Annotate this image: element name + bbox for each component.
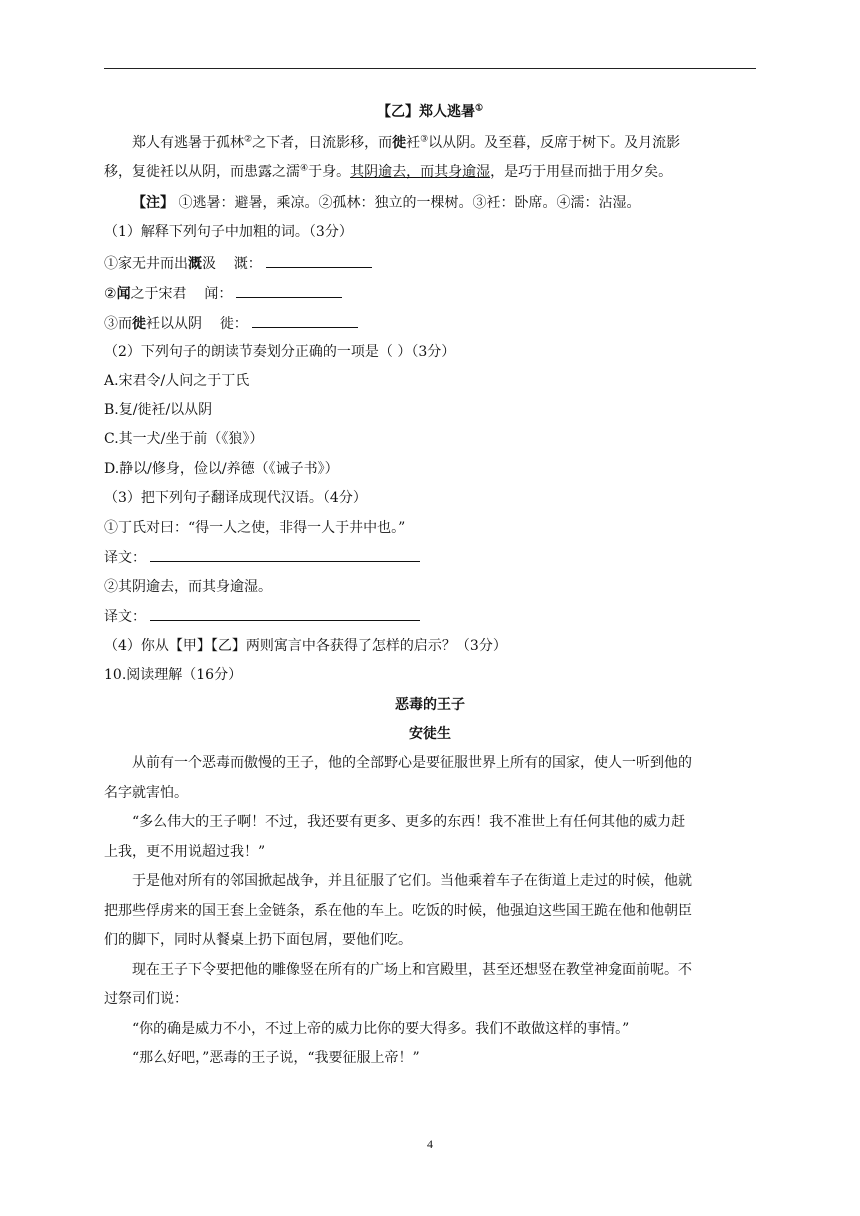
question-3: （3）把下列句子翻译成现代汉语。（4分） [104, 490, 367, 506]
option-c: C.其一犬/坐于前（《狼》） [104, 431, 264, 447]
page-number: 4 [427, 1137, 433, 1151]
story-author: 安徒生 [409, 726, 451, 742]
underlined-sentence: 其阴逾去，而其身逾湿 [350, 164, 491, 180]
question-2: （2）下列句子的朗读节奏划分正确的一项是（ ）（3分） [104, 344, 456, 360]
question-4: （4）你从【甲】【乙】两则寓言中各获得了怎样的启示？（3分） [104, 638, 507, 654]
passage-yi-line-2: 移，复徙衽以从阴，而患露之濡④于身。其阴逾去，而其身逾湿，是巧于用昼而拙于用夕矣。 [104, 163, 673, 180]
footnote-mark: ① [474, 103, 484, 114]
option-d: D.静以/修身，俭以/养德（《诫子书》） [104, 461, 339, 477]
passage-yi-title [104, 102, 756, 122]
story-p2-line-1: “多么伟大的王子啊！不过，我还要有更多、更多的东西！我不准世上有任何其他的威力赶 [132, 814, 686, 830]
translation-line-2: 译文： [104, 606, 756, 627]
story-p1-line-2: 名字就害怕。 [104, 785, 188, 801]
question-3a: ①丁氏对曰：“得一人之使，非得一人于井中也。” [104, 520, 406, 536]
story-p4-line-2: 过祭司们说： [104, 991, 188, 1007]
question-1: （1）解释下列句子中加粗的词。（3分） [104, 224, 353, 240]
header-rule [104, 68, 756, 69]
story-p5: “你的确是威力不小，不过上帝的威力比你的要大得多。我们不敢做这样的事情。” [132, 1021, 630, 1037]
answer-blank[interactable] [266, 253, 372, 268]
story-p4-line-1: 现在王子下令要把他的雕像竖在所有的广场上和宫殿里，甚至还想竖在教堂神龛面前呢。不 [132, 962, 692, 978]
question-10: 10.阅读理解（16分） [104, 667, 243, 683]
story-p2-line-2: 上我，更不用说超过我！” [104, 844, 266, 860]
answer-blank[interactable] [150, 606, 420, 621]
story-p1-line-1: 从前有一个恶毒而傲慢的王子，他的全部野心是要征服世界上所有的国家，使人一听到他的 [132, 755, 692, 771]
bold-word: 徙 [392, 135, 407, 151]
story-p3-line-3: 们的脚下，同时从餐桌上扔下面包屑，要他们吃。 [104, 932, 412, 948]
passage-yi-line-1: 郑人有逃暑于孤林②之下者，日流影移，而徙衽③以从阴。及至暮，反席于树下。及月流影 [132, 134, 681, 151]
answer-blank[interactable] [236, 283, 342, 298]
question-1c: ③而徙衽以从阴 徙： [104, 313, 756, 334]
question-1a: ①家无井而出溉汲 溉： [104, 253, 756, 274]
translation-line-1: 译文： [104, 547, 756, 568]
option-a: A.宋君令/人问之于丁氏 [104, 373, 250, 389]
question-3b: ②其阴逾去，而其身逾湿。 [104, 579, 272, 595]
title-text: 【乙】郑人逃暑 [376, 104, 475, 120]
story-p3-line-2: 把那些俘虏来的国王套上金链条，系在他的车上。吃饭的时候，他强迫这些国王跪在他和他朝臣 [104, 903, 692, 919]
option-b: B.复/徙衽/以从阴 [104, 402, 213, 418]
story-title: 恶毒的王子 [395, 697, 465, 713]
story-p3-line-1: 于是他对所有的邻国掀起战争，并且征服了它们。当他乘着车子在街道上走过的时候，他就 [132, 873, 692, 889]
story-p6: “那么好吧，”恶毒的王子说，“我要征服上帝！” [132, 1050, 420, 1066]
question-1b: ②闻之于宋君 闻： [104, 283, 756, 304]
answer-blank[interactable] [252, 313, 358, 328]
annotation-note: 【注】 ①逃暑：避暑，乘凉。②孤林：独立的一棵树。③衽：卧席。④濡：沾湿。 [132, 195, 641, 211]
answer-blank[interactable] [150, 547, 420, 562]
